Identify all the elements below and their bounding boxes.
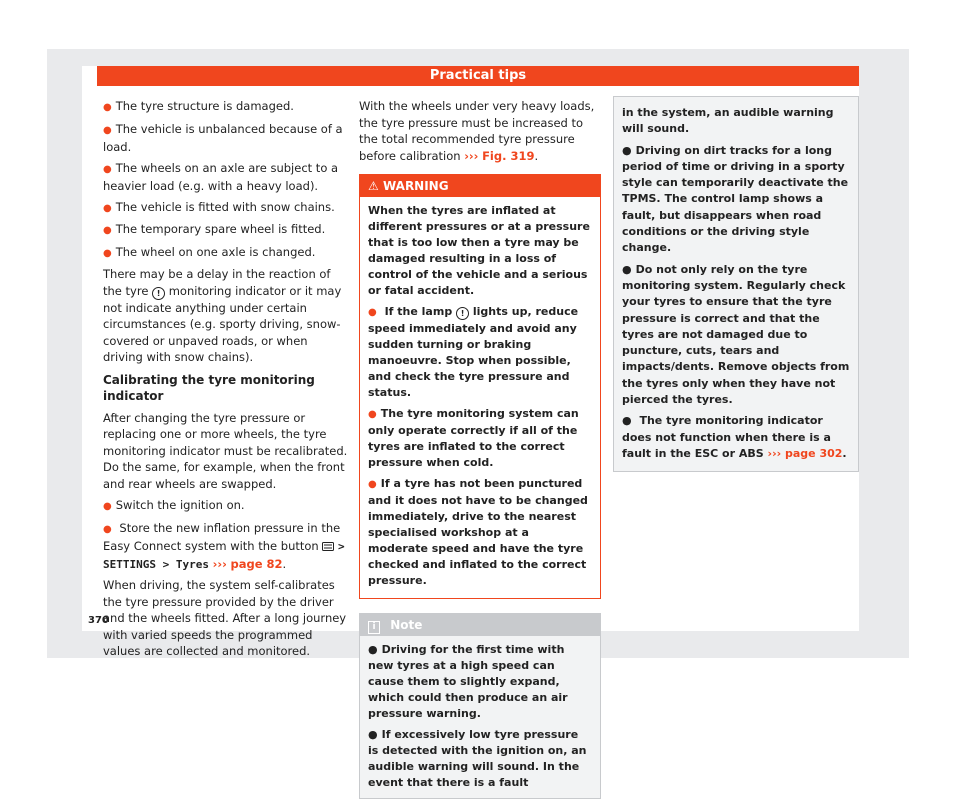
list-item: ● If a tyre has not been punctured and it does not have to be changed immediately, drive to the nearest specialised workshop at a moderate speed and have the tyre checked and inflated to the correct pressure. xyxy=(368,477,588,587)
list-item: ● The temporary spare wheel is fitted. xyxy=(103,222,326,236)
list-item: ● The wheel on one axle is changed. xyxy=(103,244,316,259)
delay-paragraph: There may be a delay in the reaction of the tyre ! monitoring indicator or it may not indicate anything under certain circumstances (e.g. sporty driving, snow-covered or unpaved roads, or when driving with snow chains). xyxy=(103,267,342,364)
note-continuation-box: in the system, an audible warning will sound. ● Driving on dirt tracks for a long period of time or driving in a sporty style can temporarily deactivate the TPMS. The control lamp shows a fault, but disappears when road conditions or the driving style change. ● Do not only rely on the tyre monitoring system. Regularly check your tyres to ensure that the tyre pressure is correct and that the tyres are not damaged due to puncture, cuts, tears and impacts/dents. Remove objects from the tyres only when they have not pierced the tyres. ● The tyre monitoring indicator does not function when there is a fault in the ESC or ABS ››› page 302. xyxy=(613,96,859,472)
list-item: ● The wheels on an axle are subject to a heavier load (e.g. with a heavy load). xyxy=(103,160,339,193)
list-item: ● The vehicle is fitted with snow chains. xyxy=(103,199,335,214)
list-item: ● Driving for the first time with new tyres at a high speed can cause them to slightly expand, which could then produce an air pressure warning. xyxy=(368,643,568,720)
warning-box xyxy=(359,174,601,599)
note-box xyxy=(359,613,601,799)
column-1 xyxy=(103,98,348,665)
note-header xyxy=(360,614,600,636)
list-item: ● Do not only rely on the tyre monitoring system. Regularly check your tyres to ensure that the tyre pressure is correct and that the tyres are not damaged due to puncture, cuts, tears and impacts/dents. Remove objects from the tyres only when they have not pierced the tyres. xyxy=(622,262,850,407)
page-link[interactable]: page 82 xyxy=(230,556,283,571)
menu-button-icon xyxy=(322,542,334,551)
column-3 xyxy=(613,96,859,472)
note-body xyxy=(360,636,600,798)
list-item: ● The tyre monitoring system can only operate correctly if all of the tyres are inflated to the correct pressure when cold. xyxy=(368,407,579,469)
menu-path: > SETTINGS > Tyres xyxy=(103,540,345,571)
warning-body: When the tyres are inflated at different pressures or at a pressure that is too low then a tyre may be damaged resulting in a loss of control of the vehicle and a serious or fatal accident. ● If the lamp ! lights up, reduce speed immediately and avoid any sudden turning or braking manoeuvre. Stop when possible, and check the tyre pressure and status. ● The tyre monitoring system can only operate correctly if all of the tyres are inflated to the correct pressure when cold. ● If a tyre has not been punctured and it does not have to be changed immediately, drive to the nearest specialised workshop at a moderate speed and have the tyre checked and inflated to the correct pressure. xyxy=(360,197,600,598)
figure-link[interactable]: Fig. 319 xyxy=(482,148,535,163)
list-item: ● If excessively low tyre pressure is detected with the ignition on, an audible warning will sound. In the event that there is a fault xyxy=(368,728,587,789)
column-2 xyxy=(359,98,601,799)
list-item: ● The tyre structure is damaged. xyxy=(103,99,294,113)
driving-paragraph: When driving, the system self-calibrates the tyre pressure provided by the driver and the wheels fitted. After a long journey with varied speeds the programmed values are collected and monitored. xyxy=(103,578,347,658)
warning-title: WARNING xyxy=(382,179,449,193)
note-title: Note xyxy=(390,618,423,632)
calibration-heading: Calibrating the tyre monitoring indicator xyxy=(103,372,315,403)
page-link[interactable]: page 302 xyxy=(784,446,843,460)
section-header: Practical tips xyxy=(97,66,859,86)
list-item: ● If the lamp ! lights up, reduce speed immediately and avoid any sudden turning or braking manoeuvre. Stop when possible, and check the tyre pressure and status. xyxy=(368,305,579,399)
warning-header xyxy=(360,175,600,197)
info-icon: i xyxy=(368,621,380,634)
intro-paragraph: With the wheels under very heavy loads, the tyre pressure must be increased to the total recommended tyre pressure before calibration ››› Fig. 319. xyxy=(359,99,595,163)
tyre-pressure-icon: ! xyxy=(456,307,469,320)
page-number: 370 xyxy=(88,615,109,626)
list-item: ● The tyre monitoring indicator does not function when there is a fault in the ESC or ABS ››› page 302. xyxy=(622,414,847,460)
step-item: ● Store the new inflation pressure in the Easy Connect system with the button > SETTINGS > Tyres ››› page 82. xyxy=(103,520,345,571)
warning-icon: ⚠ xyxy=(368,179,379,193)
list-item: ● Driving on dirt tracks for a long period of time or driving in a sporty style can temporarily deactivate the TPMS. The control lamp shows a fault, but disappears when road conditions or the driving style change. xyxy=(622,143,849,255)
list-item: ● The vehicle is unbalanced because of a load. xyxy=(103,121,343,154)
calibration-paragraph: After changing the tyre pressure or replacing one or more wheels, the tyre monitoring indicator must be recalibrated. Do the same, for example, when the front and rear wheels are swapped. xyxy=(103,410,348,491)
tyre-pressure-icon: ! xyxy=(152,287,165,300)
step-item: ● Switch the ignition on. xyxy=(103,498,245,512)
